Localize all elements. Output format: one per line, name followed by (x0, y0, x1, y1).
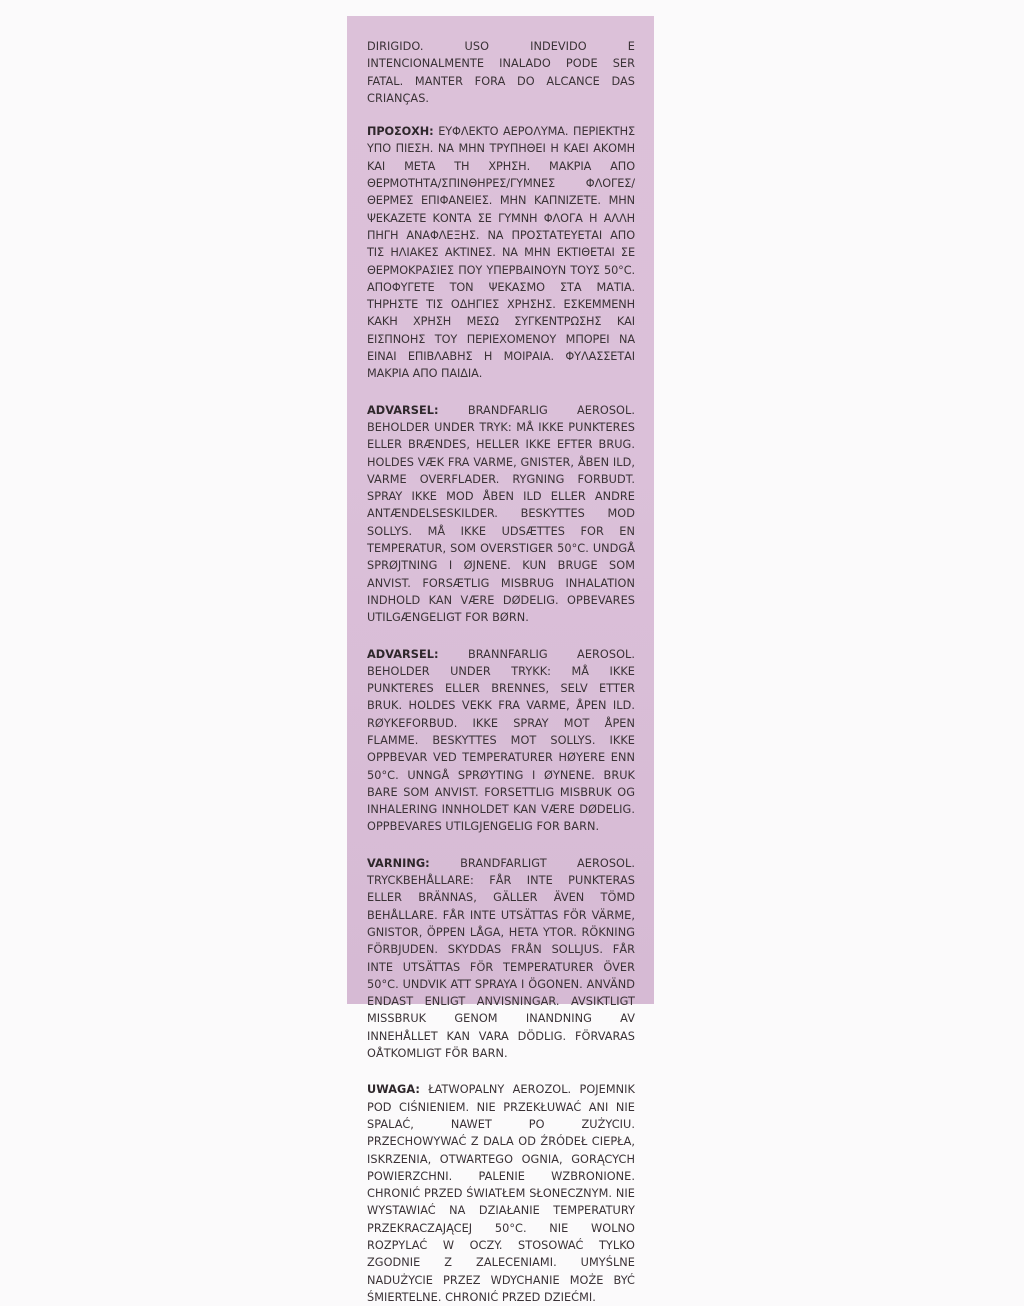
product-label-panel (347, 16, 654, 1304)
warning-label: ADVARSEL: (367, 647, 439, 661)
paragraph-portuguese-tail (367, 38, 635, 107)
paragraph-text: ΕΥΦΛΕΚΤΟ ΑΕΡΟΛΥΜΑ. ΠΕΡΙΕΚΤΗΣ ΥΠΟ ΠΙΕΣΗ. ΝΑ ΜΗΝ ΤΡΥΠΗΘΕΙ Η ΚΑΕΙ ΑΚΟΜΗ ΚΑΙ ΜΕΤΑ ΤΗ ΧΡΗΣΗ. ΜΑΚΡΙΑ ΑΠΟ ΘΕΡΜΟΤΗΤΑ/ΣΠΙΝΘΗΡΕΣ/ΓΥΜΝΕΣ ΦΛΟΓΕΣ/ΘΕΡΜΕΣ ΕΠΙΦΑΝΕΙΕΣ. ΜΗΝ ΚΑΠΝΙΖΕΤΕ. ΜΗΝ ΨΕΚΑΖΕΤΕ ΚΟΝΤΑ ΣΕ ΓΥΜΝΗ ΦΛΟΓΑ Η ΑΛΛΗ ΠΗΓΗ ΑΝΑΦΛΕΞΗΣ. ΝΑ ΠΡΟΣΤΑΤΕΥΕΤΑΙ ΑΠΟ ΤΙΣ ΗΛΙΑΚΕΣ ΑΚΤΙΝΕΣ. ΝΑ ΜΗΝ ΕΚΤΙΘΕΤΑΙ ΣΕ ΘΕΡΜΟΚΡΑΣΙΕΣ ΠΟΥ ΥΠΕΡΒΑΙΝΟΥΝ ΤΟΥΣ 50°C. ΑΠΟΦΥΓΕΤΕ ΤΟΝ ΨΕΚΑΣΜΟ ΣΤΑ ΜΑΤΙΑ. ΤΗΡΗΣΤΕ ΤΙΣ ΟΔΗΓΙΕΣ ΧΡΗΣΗΣ. ΕΣΚΕΜΜΕΝΗ ΚΑΚΗ ΧΡΗΣΗ ΜΕΣΩ ΣΥΓΚΕΝΤΡΩΣΗΣ ΚΑΙ ΕΙΣΠΝΟΗΣ ΤΟΥ ΠΕΡΙΕΧΟΜΕΝΟΥ ΜΠΟΡΕΙ ΝΑ ΕΙΝΑΙ ΕΠΙΒΛΑΒΗΣ Η ΜΟΙΡΑΙΑ. ΦΥΛΑΣΣΕΤΑΙ ΜΑΚΡΙΑ ΑΠΟ ΠΑΙΔΙΑ. (367, 125, 636, 381)
warning-label: ADVARSEL: (367, 403, 439, 417)
warning-label: VARNING: (367, 856, 430, 870)
warning-label: ΠΡΟΣΟΧΗ: (367, 125, 434, 139)
paragraph-text: ŁATWOPALNY AEROZOL. POJEMNIK POD CIŚNIENIEM. NIE PRZEKŁUWAĆ ANI NIE SPALAĆ, NAWET PO ZUŻYCIU. PRZECHOWYWAĆ Z DALA OD ŹRÓDEŁ CIEPŁA, ISKRZENIA, OTWARTEGO OGNIA, GORĄCYCH POWIERZCHNI. PALENIE WZBRONIONE. CHRONIĆ PRZED ŚWIATŁEM SŁONECZNYM. NIE WYSTAWIAĆ NA DZIAŁANIE TEMPERATURY PRZEKRACZAJĄCEJ 50°C. NIE WOLNO ROZPYLAĆ W OCZY. STOSOWAĆ TYLKO ZGODNIE Z ZALECENIAMI. UMYŚLNE NADUŻYCIE PRZEZ WDYCHANIE MOŻE BYĆ ŚMIERTELNE. CHRONIĆ PRZED DZIEĆMI. (367, 1083, 635, 1304)
paragraph-text: BRANNFARLIG AEROSOL. BEHOLDER UNDER TRYKK: MÅ IKKE PUNKTERES ELLER BRENNES, SELV ETTER BRUK. HOLDES VEKK FRA VARME, ÅPEN ILD. RØYKEFORBUD. IKKE SPRAY MOT ÅPEN FLAMME. BESKYTTES MOT SOLLYS. IKKE OPPBEVAR VED TEMPERATURER HØYERE ENN 50°C. UNNGÅ SPRØYTING I ØYNENE. BRUK BARE SOM ANVIST. FORSETTLIG MISBRUK OG INHALERING INNHOLDET KAN VÆRE DØDELIG. OPPBEVARES UTILGJENGELIG FOR BARN. (367, 647, 635, 834)
paragraph-danish-warning (367, 402, 635, 627)
paragraph-swedish-warning (367, 855, 635, 1063)
paragraph-text: BRANDFARLIGT AEROSOL. TRYCKBEHÅLLARE: FÅR INTE PUNKTERAS ELLER BRÄNNAS, GÄLLER ÄVEN TÖMD BEHÅLLARE. FÅR INTE UTSÄTTAS FÖR VÄRME, GNISTOR, ÖPPEN LÅGA, HETA YTOR. RÖKNING FÖRBJUDEN. SKYDDAS FRÅN SOLLJUS. FÅR INTE UTSÄTTAS FÖR TEMPERATURER ÖVER 50°C. UNDVIK ATT SPRAYA I ÖGONEN. ANVÄND ENDAST ENLIGT ANVISNINGAR. AVSIKTLIGT MISSBRUK GENOM INANDNING AV INNEHÅLLET KAN VARA DÖDLIG. FÖRVARAS OÅTKOMLIGT FÖR BARN. (367, 856, 635, 1061)
paragraph-text: DIRIGIDO. USO INDEVIDO E INTENCIONALMENTE INALADO PODE SER FATAL. MANTER FORA DO ALCANCE DAS CRIANÇAS. (367, 40, 635, 105)
paragraph-polish-warning (367, 1081, 635, 1306)
paragraph-text: BRANDFARLIG AEROSOL. BEHOLDER UNDER TRYK: MÅ IKKE PUNKTERES ELLER BRÆNDES, HELLER IKKE EFTER BRUG. HOLDES VÆK FRA VARME, GNISTER, ÅBEN ILD, VARME OVERFLADER. RYGNING FORBUDT. SPRAY IKKE MOD ÅBEN ILD ELLER ANDRE ANTÆNDELSESKILDER. BESKYTTES MOD SOLLYS. MÅ IKKE UDSÆTTES FOR EN TEMPERATUR, SOM OVERSTIGER 50°C. UNDGÅ SPRØJTNING I ØJNENE. KUN BRUGE SOM ANVIST. FORSÆTLIG MISBRUG INHALATION INDHOLD KAN VÆRE DØDELIG. OPBEVARES UTILGÆNGELIGT FOR BØRN. (367, 403, 635, 625)
warning-label: UWAGA: (367, 1083, 420, 1097)
paragraph-greek-warning (367, 123, 635, 382)
paragraph-norwegian-warning (367, 646, 635, 836)
